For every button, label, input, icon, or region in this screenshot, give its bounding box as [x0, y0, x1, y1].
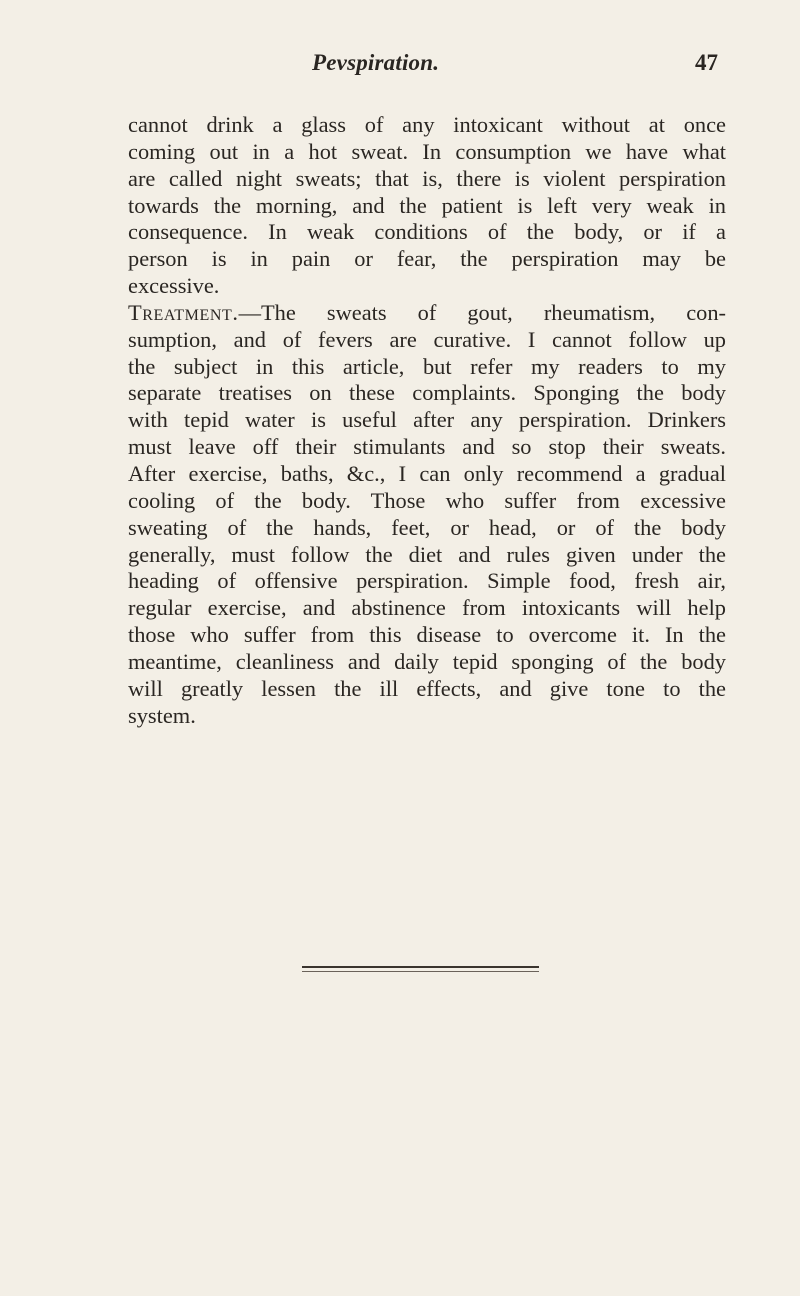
text-line: cooling of the body. Those who suffer from excessive [128, 487, 726, 513]
text-line: excessive. [128, 273, 220, 299]
running-head [126, 48, 728, 80]
text-line: are called night sweats; that is, there is violent perspiration [128, 165, 726, 191]
text-line: heading of offensive perspiration. Simple food, fresh air, [128, 568, 726, 594]
text-line: regular exercise, and abstinence from intoxicants will help [128, 595, 726, 621]
text-line: will greatly lessen the ill effects, and give tone to the [128, 675, 726, 701]
text-line: the subject in this article, but refer my readers to my [128, 353, 726, 379]
text-line: coming out in a hot sweat. In consumption we have what [128, 138, 726, 164]
text-line: separate treatises on these complaints. Sponging the body [128, 380, 726, 406]
text-line: with tepid water is useful after any perspiration. Drinkers [128, 407, 726, 433]
rule-thick [302, 966, 539, 968]
text-line: those who suffer from this disease to overcome it. In the [128, 622, 726, 648]
text-line: generally, must follow the diet and rules given under the [128, 541, 726, 567]
running-title: Pevspiration. [312, 50, 440, 75]
text-line: system. [128, 702, 196, 728]
text-line: must leave off their stimulants and so stop their sweats. [128, 434, 726, 460]
text-line: consequence. In weak conditions of the body, or if a [128, 219, 726, 245]
treatment-line [128, 300, 726, 327]
text-line: sumption, and of fevers are curative. I cannot follow up [128, 326, 726, 352]
section-end-rule [302, 966, 539, 976]
text-line: sweating of the hands, feet, or head, or of the body [128, 514, 726, 540]
text-line: towards the morning, and the patient is left very weak in [128, 192, 726, 218]
text-line: meantime, cleanliness and daily tepid sponging of the body [128, 648, 726, 674]
rule-thin [302, 971, 539, 972]
page-number: 47 [695, 50, 718, 75]
body-text [128, 112, 726, 729]
treatment-line-text: —The sweats of gout, rheumatism, con- [238, 299, 726, 325]
text-line: After exercise, baths, &c., I can only recommend a gradual [128, 460, 726, 486]
text-line: cannot drink a glass of any intoxicant without at once [128, 112, 726, 137]
treatment-heading: Treatment. [128, 299, 239, 325]
text-line: person is in pain or fear, the perspiration may be [128, 246, 726, 272]
